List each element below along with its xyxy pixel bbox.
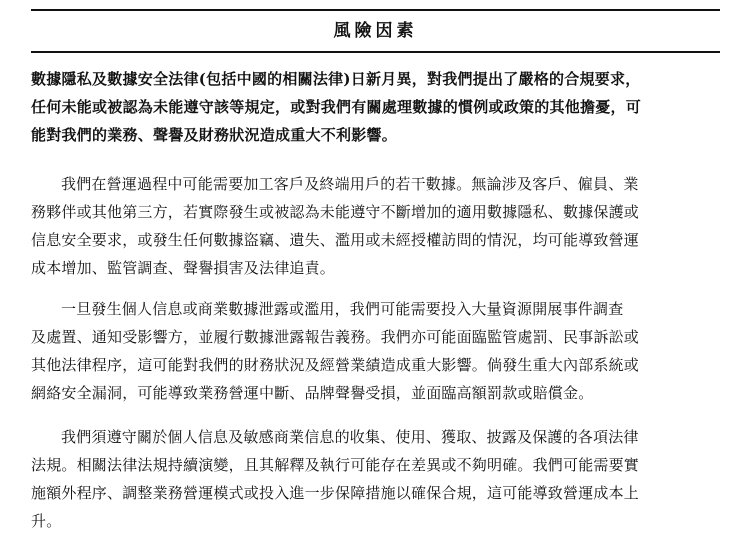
body-paragraph-compliance: [31, 423, 720, 535]
section-title: 風險因素: [333, 21, 418, 41]
body-paragraph-data-processing: [31, 170, 720, 282]
paragraph-line: 我們須遵守關於個人信息及敏感商業信息的收集、使用、獲取、披露及保護的各項法律: [61, 428, 639, 446]
paragraph-line: 網絡安全漏洞，可能導致業務營運中斷、品牌聲譽受損，並面臨高額罰款或賠償金。: [31, 384, 594, 402]
body-paragraph-data-breach: [31, 295, 720, 407]
paragraph-line: 及處置、通知受影響方，並履行數據泄露報告義務。我們亦可能面臨監管處罰、民事訴訟或: [31, 328, 640, 346]
paragraph-line: 施額外程序、調整業務營運模式或投入進一步保障措施以確保合規，這可能導致營運成本上: [31, 484, 640, 502]
header-bottom-rule: [31, 51, 720, 53]
paragraph-line: 升。: [31, 512, 62, 530]
risk-heading-line: 任何未能或被認為未能遵守該等規定，或對我們有關處理數據的慣例或政策的其他擔憂，可: [31, 98, 642, 116]
risk-heading-line: 數據隱私及數據安全法律(包括中國的相關法律)日新月異，對我們提出了嚴格的合規要求，: [31, 70, 641, 88]
paragraph-line: 其他法律程序，這可能對我們的財務狀況及經營業績造成重大影響。倘發生重大內部系統或: [31, 356, 640, 374]
risk-heading-line: 能對我們的業務、聲譽及財務狀況造成重大不利影響。: [31, 126, 398, 144]
paragraph-line: 務夥伴或其他第三方，若實際發生或被認為未能遵守不斷增加的適用數據隱私、數據保護或: [31, 203, 640, 221]
paragraph-line: 成本增加、監管調查、聲譽損害及法律追責。: [31, 259, 336, 277]
paragraph-line: 一旦發生個人信息或商業數據泄露或濫用，我們可能需要投入大量資源開展事件調查: [61, 300, 624, 318]
risk-heading: [31, 65, 720, 149]
paragraph-line: 法規。相關法律法規持續演變，且其解釋及執行可能存在差異或不夠明確。我們可能需要實: [31, 456, 640, 474]
paragraph-line: 信息安全要求，或發生任何數據盜竊、遺失、濫用或未經授權訪問的情況，均可能導致營運: [31, 231, 640, 249]
header-top-rule: [31, 9, 720, 11]
paragraph-line: 我們在營運過程中可能需要加工客戶及終端用戶的若干數據。無論涉及客戶、僱員、業: [61, 175, 639, 193]
